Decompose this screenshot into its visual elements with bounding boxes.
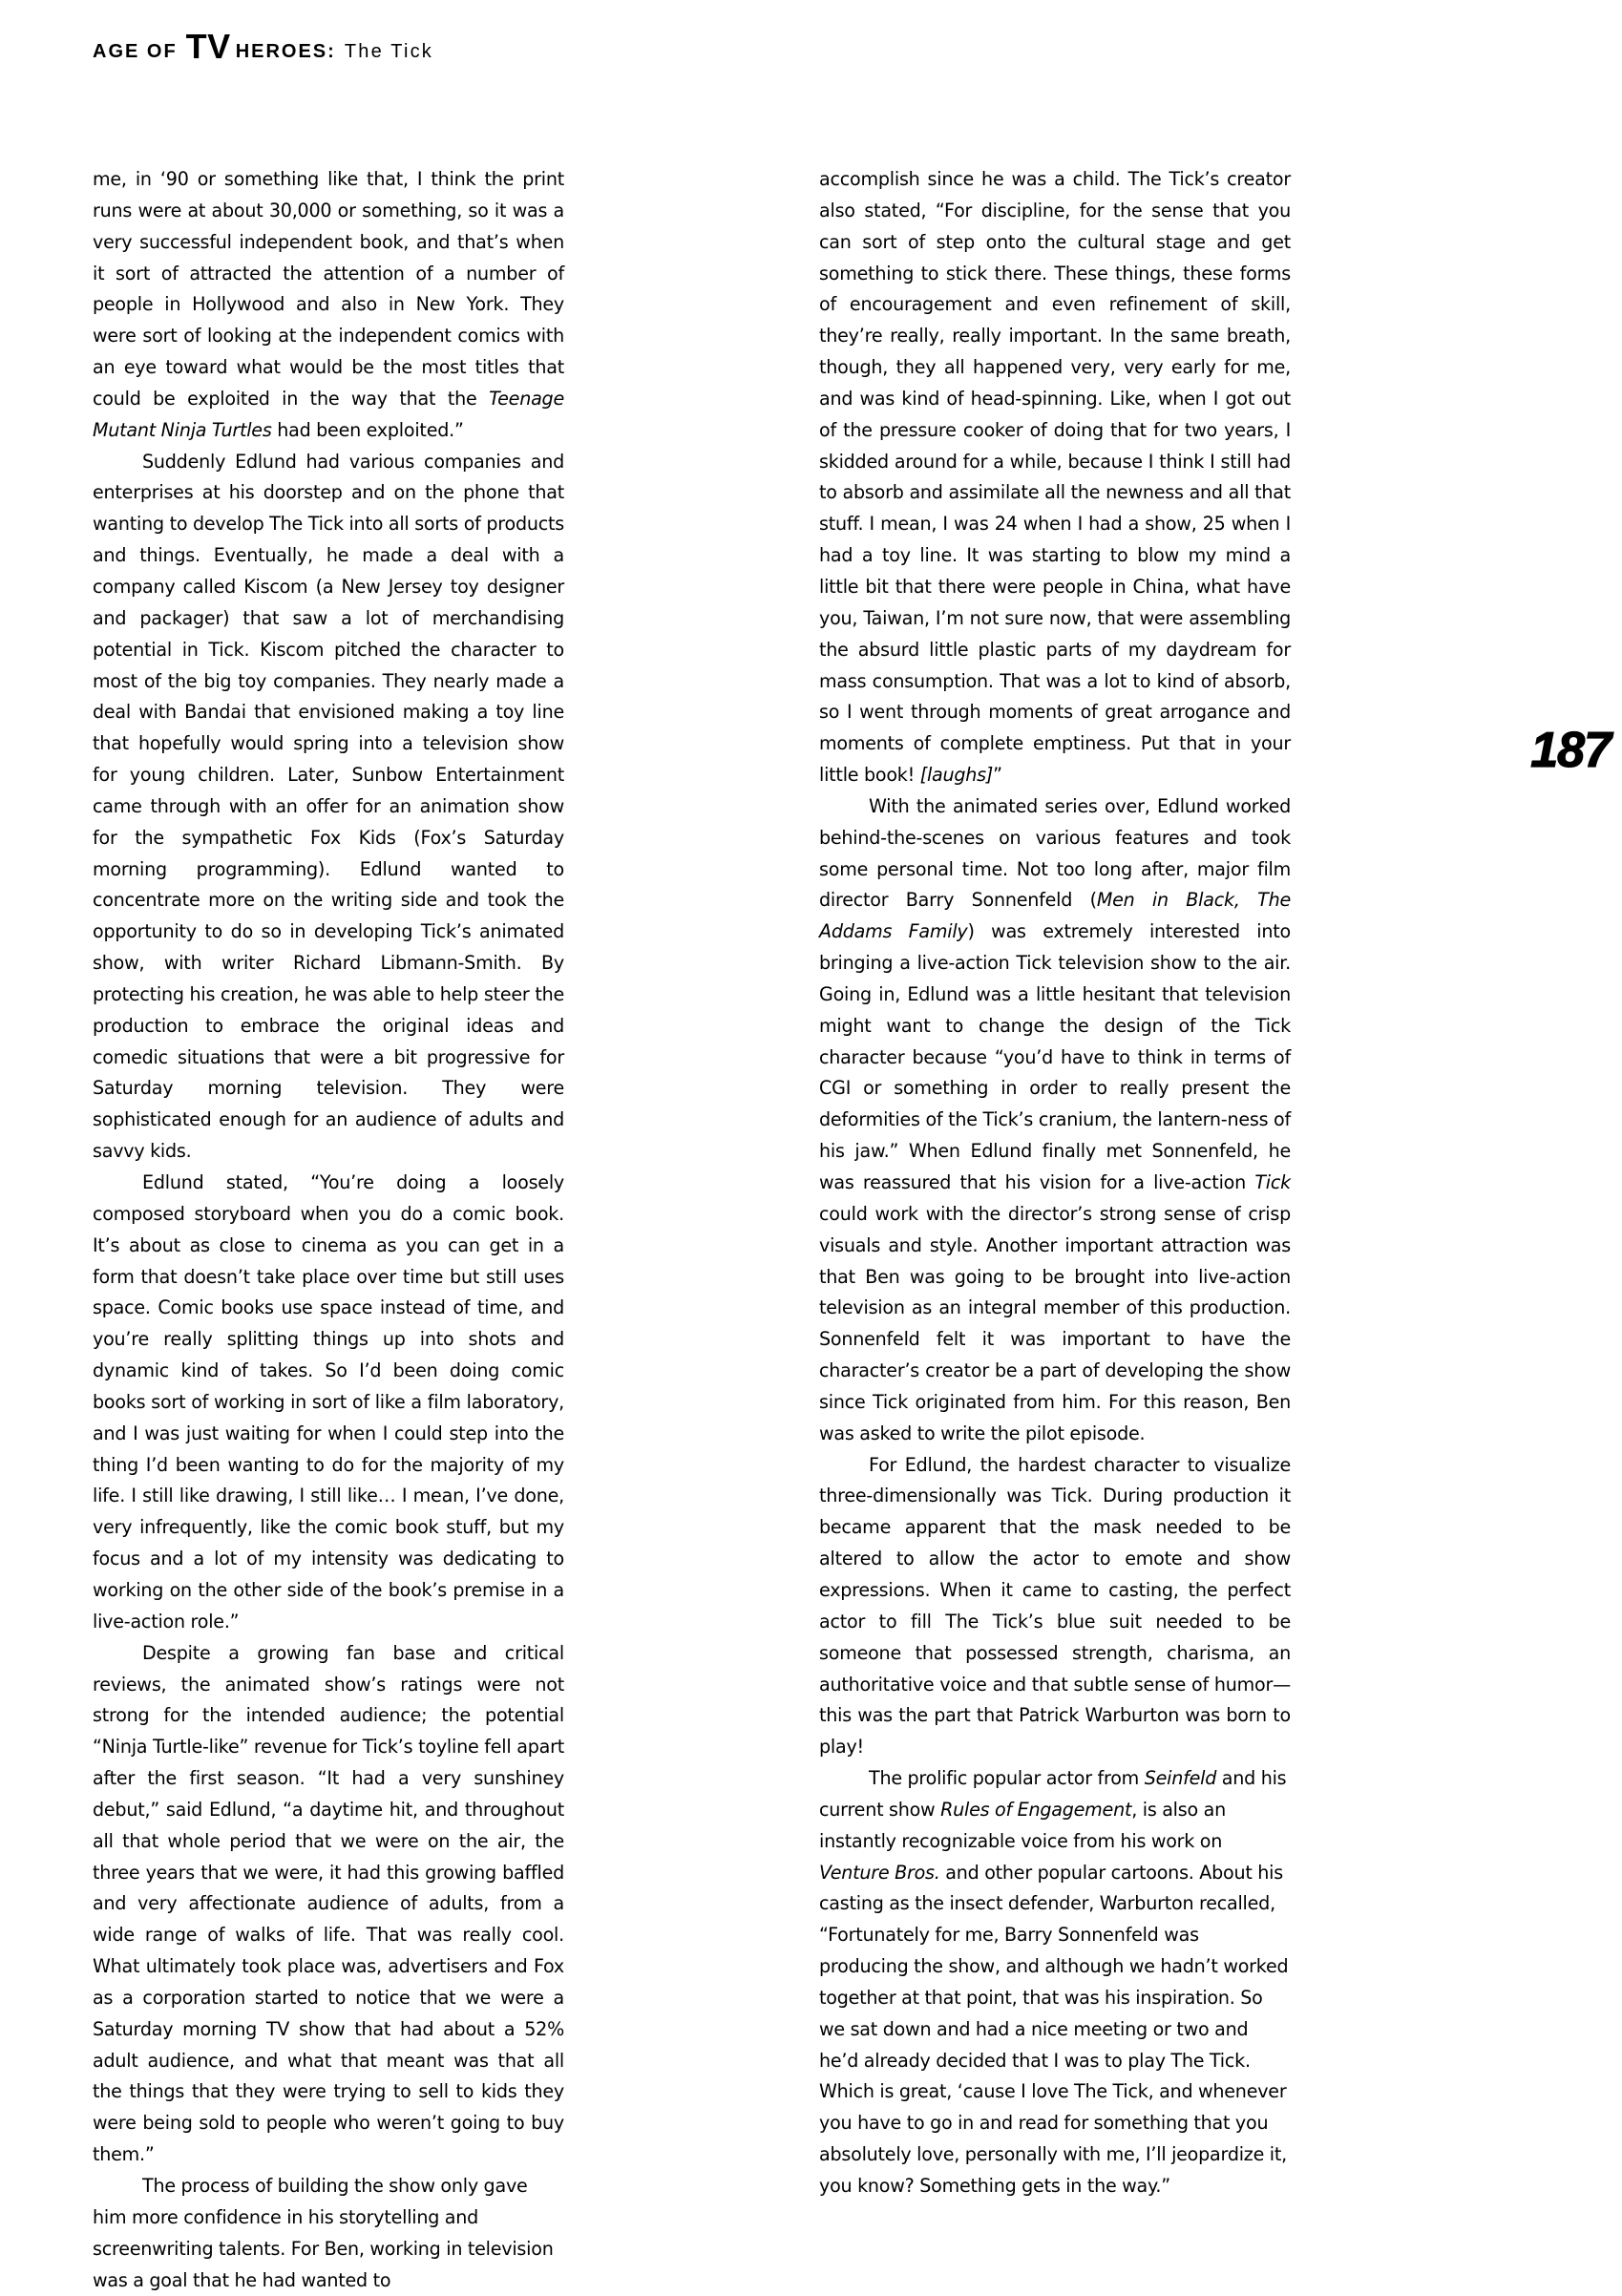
text-run: Despite a growing fan base and critical reviews, the animated show’s ratings were not strong for the intended audience; the potential “Ninja Turtle-like” revenue for Tick’s toyline fell apart after the first season. “It had a very sunshiney debut,” said Edlund, “a daytime hit, and throughout all that whole period that we were on the air, the three years that we were, it had this growing baffled and very affectionate audience of adults, from a wide range of walks of life. That was really cool. What ultimately took place was, advertisers and Fox as a corporation started to notice that we were a Saturday morning TV show that had about a 52% adult audience, and what that meant was that all the things that they were trying to sell to kids they were being sold to people who weren’t going to buy them.”: [93, 1641, 564, 2166]
paragraph: [819, 164, 1291, 791]
text-run: The process of building the show only gave him more confidence in his storytelling and screenwriting talents. For Ben, working in television was a goal that he had wanted to: [93, 2175, 554, 2291]
italic-title: Tick: [1254, 1171, 1291, 1193]
paragraph: [93, 1168, 564, 1638]
page-number: 187: [1530, 723, 1611, 778]
text-run: Suddenly Edlund had various companies and enterprises at his doorstep and on the phone that wanting to develop The Tick into all sorts of products and things. Eventually, he made a deal with a company called Kiscom (a New Jersey toy designer and packager) that saw a lot of merchandising potential in Tick. Kiscom pitched the character to most of the big toy companies. They nearly made a deal with Bandai that envisioned making a toy line that hopefully would spring into a television show for young children. Later, Sunbow Entertainment came through with an offer for an animation show for the sympathetic Fox Kids (Fox’s Saturday morning programming). Edlund wanted to concentrate more on the writing side and took the opportunity to do so in developing Tick’s animated show, with writer Richard Libmann-Smith. By protecting his creation, he was able to help steer the production to embrace the original ideas and comedic situations that were a bit progressive for Saturday morning television. They were sophisticated enough for an audience of adults and savvy kids.: [93, 450, 564, 1163]
text-run: , is also an instantly recognizable voice from his work on: [819, 1798, 1226, 1852]
text-run: could work with the director’s strong sense of crisp visuals and style. Another important attraction was that Ben was going to be brought into live-action television as an integral member of this production. Sonnenfeld felt it was important to have the character’s creator be a part of developing the show since Tick originated from him. For this reason, Ben was asked to write the pilot episode.: [819, 1202, 1291, 1444]
italic-title: Venture Bros.: [819, 1861, 940, 1884]
italic-title: Seinfeld: [1144, 1767, 1217, 1790]
text-run: me, in ‘90 or something like that, I think the print runs were at about 30,000 or something, so it was a very successful independent book, and that’s when it sort of attracted the attention of a number of people in Hollywood and also in New York. They were sort of looking at the independent comics with an eye toward what would be the most titles that could be exploited in the way that the: [93, 168, 564, 410]
paragraph: [93, 164, 564, 447]
running-head-age-of: AGE OF: [93, 41, 178, 62]
text-run: and other popular cartoons. About his casting as the insect defender, Warburton recalled, “Fortunately for me, Barry Sonnenfeld was producing the show, and although we hadn’t worked together at that point, that was his inspiration. So we sat down and had a nice meeting or two and he’d already decided that I was to play The Tick. Which is great, ‘cause I love The Tick, and whenever you have to go in and read for something that you absolutely love, personally with me, I’ll jeopardize it, you know? Something gets in the way.”: [819, 1861, 1289, 2197]
text-run: ”: [993, 764, 1002, 787]
text-run: had been exploited.”: [271, 418, 464, 441]
paragraph: [93, 2171, 564, 2296]
text-run: Edlund stated, “You’re doing a loosely composed storyboard when you do a comic book. It’s about as close to cinema as you can get in a form that doesn’t take place over time but still uses space. Comic books use space instead of time, and you’re really splitting things up into shots and dynamic kind of takes. So I’d been doing comic books sort of working in sort of like a film laboratory, and I was just waiting for when I could step into the thing I’d been wanting to do for the majority of my life. I still like drawing, I still like… I mean, I’ve done, very infrequently, like the comic book stuff, but my focus and a lot of my intensity was dedicating to working on the other side of the book’s premise in a live-action role.”: [93, 1171, 564, 1632]
italic-title: Teenage Mutant Ninja Turtles: [93, 387, 564, 441]
text-run: With the animated series over, Edlund worked behind-the-scenes on various features and took some personal time. Not too long after, major film director Barry Sonnenfeld (: [819, 794, 1291, 912]
text-run: accomplish since he was a child. The Tick’s creator also stated, “For discipline, for the sense that you can sort of step onto the cultural stage and get something to stick there. These things, these forms of encouragement and even refinement of skill, they’re really, really important. In the same breath, though, they all happened very, very early for me, and was kind of head-spinning. Like, when I got out of the pressure cooker of doing that for two years, I skidded around for a while, because I think I still had to absorb and assimilate all the newness and all that stuff. I mean, I was 24 when I had a show, 25 when I had a toy line. It was starting to blow my mind a little bit that there were people in China, what have you, Taiwan, I’m not sure now, that were assembling the absurd little plastic parts of my daydream for mass consumption. That was a lot to kind of absorb, so I went through moments of great arrogance and moments of complete emptiness. Put that in your little book!: [819, 168, 1291, 787]
paragraph: [819, 1450, 1291, 1763]
italic-title: [laughs]: [919, 764, 994, 787]
running-head-article-title: The Tick: [344, 41, 434, 62]
paragraph: [819, 1763, 1291, 2202]
italic-title: Men in Black, The Addams Family: [819, 889, 1292, 943]
column-right: [819, 164, 1291, 2202]
running-head: [93, 27, 434, 66]
column-left: [93, 164, 564, 2296]
italic-title: Rules of Engagement: [940, 1798, 1132, 1821]
paragraph: [93, 447, 564, 1168]
running-head-tv: TV: [185, 27, 231, 66]
paragraph: [93, 1638, 564, 2171]
running-head-colon: :: [327, 41, 334, 62]
text-run: and his current show: [819, 1767, 1287, 1821]
text-run: For Edlund, the hardest character to visualize three-dimensionally was Tick. During production it became apparent that the mask needed to be altered to allow the actor to emote and show expressions. When it came to casting, the perfect actor to fill The Tick’s blue suit needed to be someone that possessed strength, charisma, an authoritative voice and that subtle sense of humor—this was the part that Patrick Warburton was born to play!: [819, 1453, 1291, 1759]
text-run: ) was extremely interested into bringing a live-action Tick television show to the air. Going in, Edlund was a little hesitant that television might want to change the design of the Tick character because “you’d have to think in terms of CGI or something in order to really present the deformities of the Tick’s cranium, the lantern-ness of his jaw.” When Edlund finally met Sonnenfeld, he was reassured that his vision for a live-action: [819, 920, 1291, 1193]
running-head-heroes: HEROES: [235, 41, 328, 62]
text-run: The prolific popular actor from: [869, 1767, 1145, 1790]
paragraph: [819, 791, 1291, 1450]
